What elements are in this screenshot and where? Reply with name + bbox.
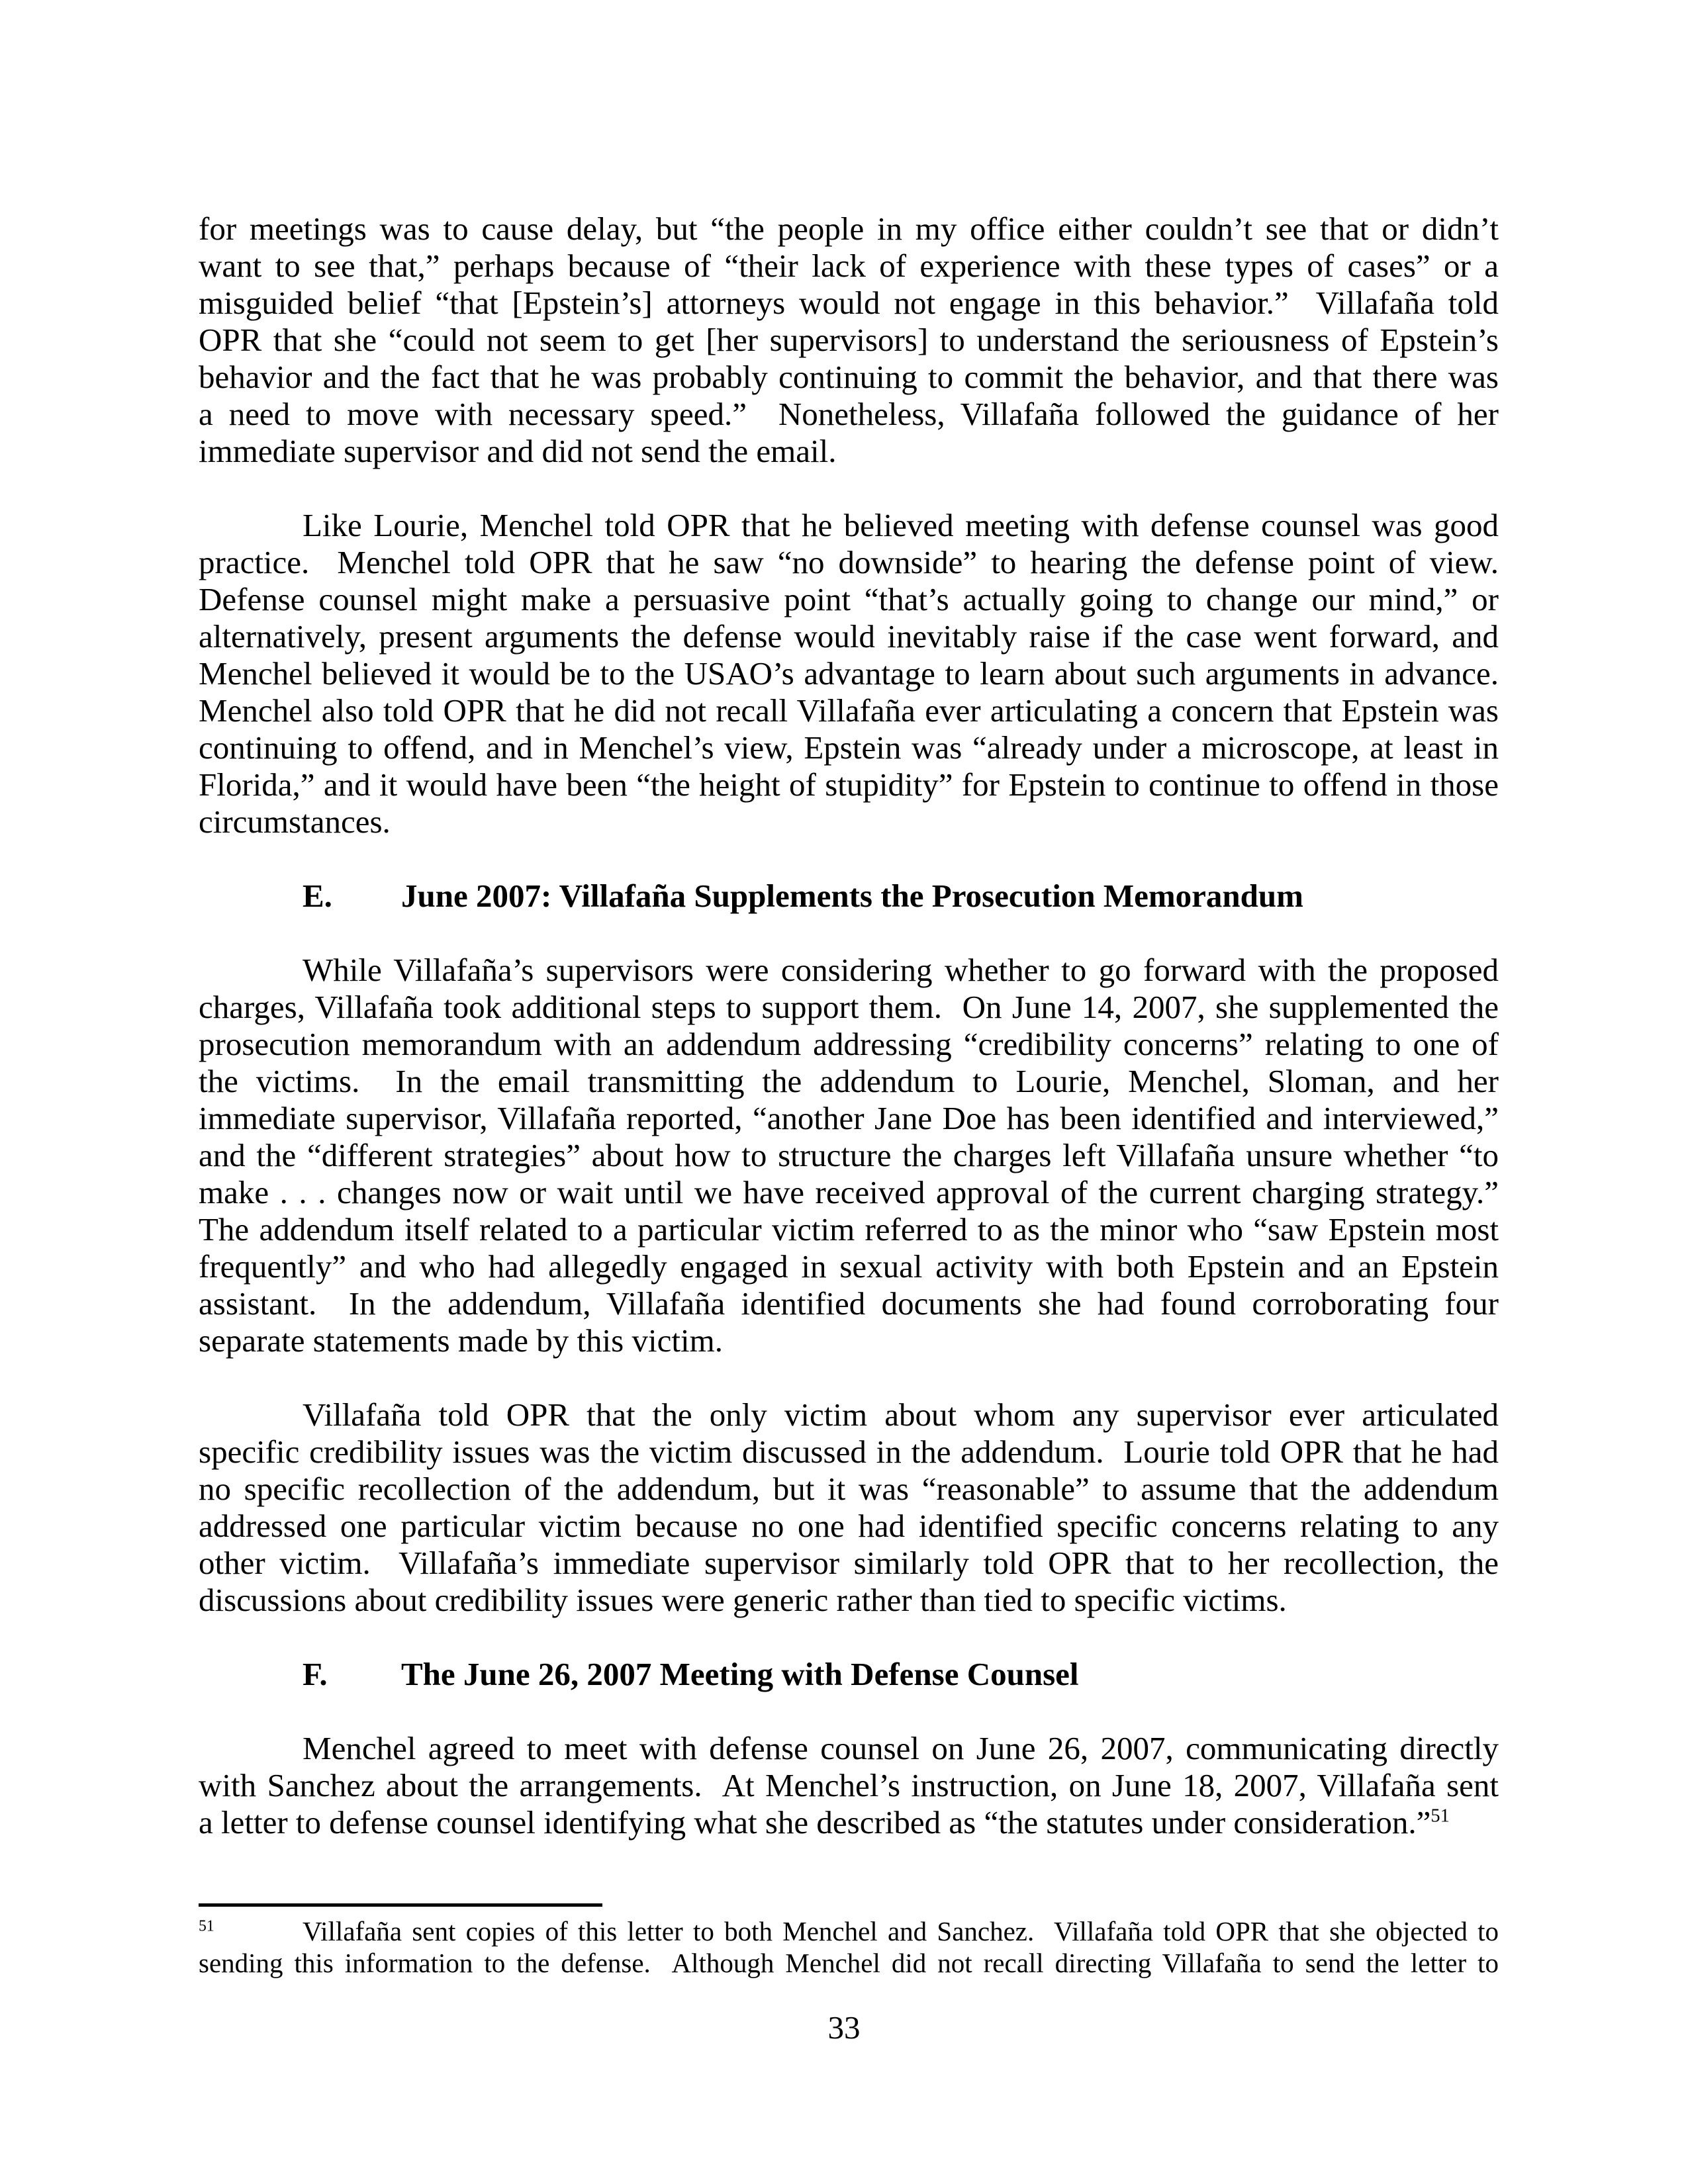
- text-line: immediate supervisor and did not send the email.: [199, 433, 837, 469]
- text-line: Menchel believed it would be to the USAO’s advantage to learn about such arguments in advance.: [199, 655, 1499, 692]
- paragraph: [199, 952, 1499, 1359]
- text-line: want to see that,” perhaps because of “their lack of experience with these types of cases” or a: [199, 248, 1499, 284]
- paragraph: [199, 1396, 1499, 1619]
- text-line: Villafaña told OPR that the only victim about whom any supervisor ever articulated: [303, 1396, 1499, 1433]
- text-line: misguided belief “that [Epstein’s] attorneys would not engage in this behavior.” Villafaña told: [199, 285, 1499, 321]
- text-line: addressed one particular victim because no one had identified specific concerns relating to any: [199, 1508, 1499, 1544]
- text-line: alternatively, present arguments the defense would inevitably raise if the case went forward, and: [199, 618, 1499, 655]
- document-body: [199, 210, 1499, 1841]
- text-line: separate statements made by this victim.: [199, 1322, 723, 1359]
- text-line: with Sanchez about the arrangements. At Menchel’s instruction, on June 18, 2007, Villafaña sent: [199, 1767, 1499, 1803]
- section-title: The June 26, 2007 Meeting with Defense Counsel: [401, 1656, 1079, 1692]
- footnote: [199, 1915, 1499, 1979]
- text-line: While Villafaña’s supervisors were considering whether to go forward with the proposed: [303, 952, 1499, 988]
- text-line: Menchel also told OPR that he did not recall Villafaña ever articulating a concern that Epstein was: [199, 692, 1499, 729]
- text-line: and the “different strategies” about how to structure the charges left Villafaña unsure whether “to: [199, 1137, 1499, 1173]
- text-line: for meetings was to cause delay, but “the people in my office either couldn’t see that or didn’t: [199, 210, 1499, 247]
- text-line: a letter to defense counsel identifying what she described as “the statutes under consideration.”$^{51}$: [199, 1804, 1450, 1841]
- text-line: Defense counsel might make a persuasive point “that’s actually going to change our mind,” or: [199, 581, 1499, 617]
- text-line: $^{51}$ Villafaña sent copies of this letter to both Menchel and Sanchez. Villafaña told OPR that she objected to: [199, 1916, 1499, 1946]
- text-line: Menchel agreed to meet with defense counsel on June 26, 2007, communicating directly: [303, 1730, 1499, 1766]
- text-line: the victims. In the email transmitting the addendum to Lourie, Menchel, Sloman, and her: [199, 1063, 1499, 1099]
- text-line: continuing to offend, and in Menchel’s view, Epstein was “already under a microscope, at least in: [199, 729, 1499, 766]
- text-line: sending this information to the defense. Although Menchel did not recall directing Villafaña to send the letter to: [199, 1948, 1499, 1978]
- footnote-separator: [199, 1903, 602, 1907]
- paragraph: [199, 210, 1499, 470]
- text-line: frequently” and who had allegedly engaged in sexual activity with both Epstein and an Epstein: [199, 1248, 1499, 1285]
- footnote-marker: [199, 1915, 303, 1947]
- text-line: specific credibility issues was the victim discussed in the addendum. Lourie told OPR that he had: [199, 1433, 1499, 1470]
- footnote-reference: 51: [1430, 1805, 1450, 1827]
- text-line: circumstances.: [199, 803, 391, 840]
- text-line: make . . . changes now or wait until we have received approval of the current charging strategy.”: [199, 1174, 1499, 1210]
- paragraph: [199, 1730, 1499, 1841]
- text-line: immediate supervisor, Villafaña reported, “another Jane Doe has been identified and interviewed,”: [199, 1100, 1499, 1136]
- text-line: OPR that she “could not seem to get [her supervisors] to understand the seriousness of Epstein’s: [199, 322, 1499, 358]
- text-line: discussions about credibility issues were generic rather than tied to specific victims.: [199, 1582, 1287, 1618]
- paragraph: [199, 507, 1499, 841]
- text-line: prosecution memorandum with an addendum addressing “credibility concerns” relating to one of: [199, 1026, 1499, 1062]
- section-title: June 2007: Villafaña Supplements the Prosecution Memorandum: [401, 878, 1303, 914]
- text-line: Florida,” and it would have been “the height of stupidity” for Epstein to continue to offend in those: [199, 766, 1499, 803]
- text-line: other victim. Villafaña’s immediate supervisor similarly told OPR that to her recollection, the: [199, 1545, 1499, 1581]
- section-label: F.: [303, 1656, 328, 1692]
- section-heading: [199, 1656, 1499, 1693]
- page-number: 33: [827, 2009, 861, 2046]
- section-heading: [199, 878, 1499, 915]
- text-line: The addendum itself related to a particular victim referred to as the minor who “saw Epstein most: [199, 1211, 1499, 1248]
- text-line: behavior and the fact that he was probably continuing to commit the behavior, and that there was: [199, 359, 1499, 395]
- section-label: E.: [303, 878, 332, 914]
- text-line: Like Lourie, Menchel told OPR that he believed meeting with defense counsel was good: [303, 507, 1499, 543]
- text-line: no specific recollection of the addendum, but it was “reasonable” to assume that the addendum: [199, 1471, 1499, 1507]
- text-line: practice. Menchel told OPR that he saw “no downside” to hearing the defense point of view.: [199, 544, 1499, 580]
- text-line: assistant. In the addendum, Villafaña identified documents she had found corroborating four: [199, 1285, 1499, 1322]
- text-line: a need to move with necessary speed.” Nonetheless, Villafaña followed the guidance of her: [199, 396, 1499, 432]
- text-line: charges, Villafaña took additional steps to support them. On June 14, 2007, she supplemented the: [199, 989, 1499, 1025]
- footnote-marker-number: 51: [199, 1917, 214, 1935]
